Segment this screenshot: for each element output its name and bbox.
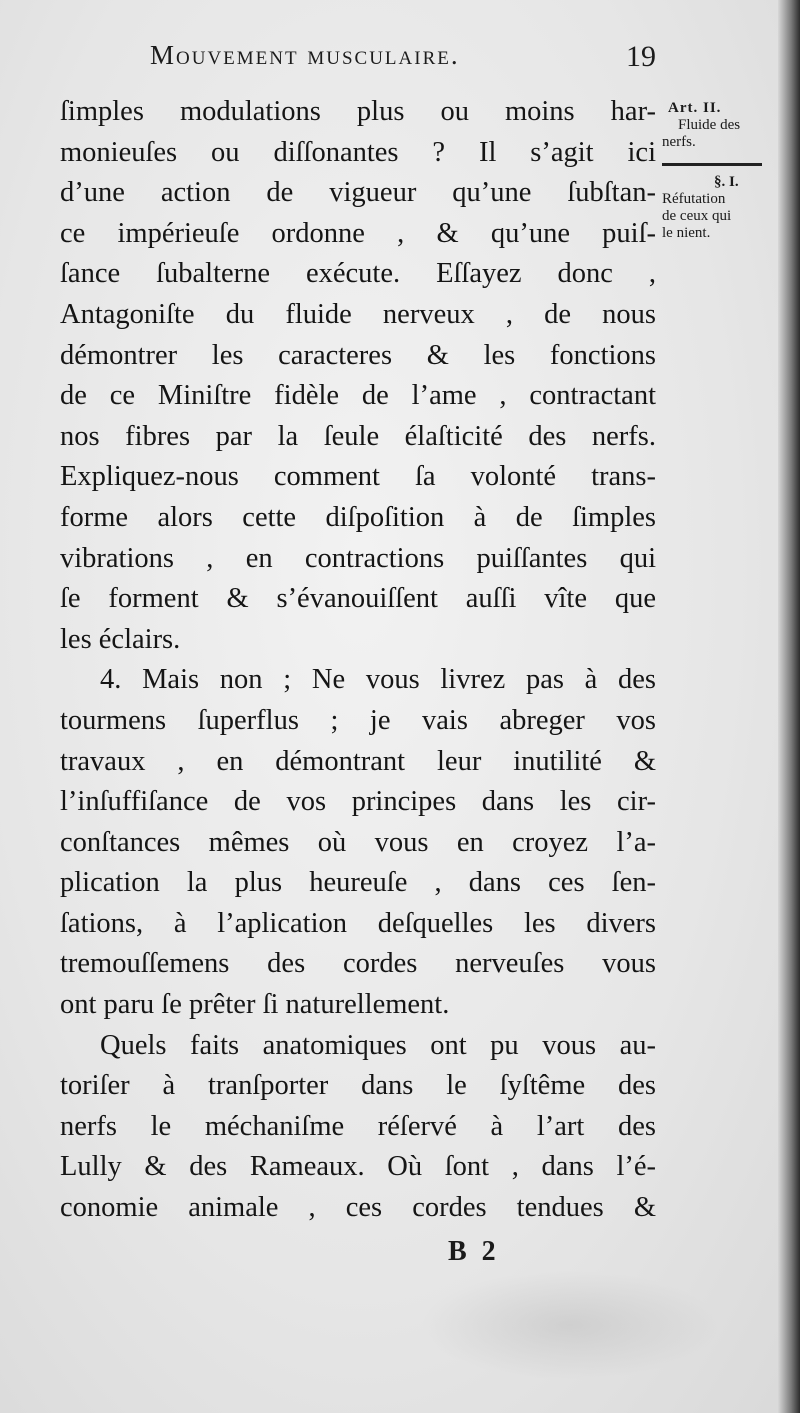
margin-note-line: nerfs. <box>662 134 696 150</box>
text-line: forme alors cette diſpoſition à de ſimples <box>60 501 656 533</box>
margin-section-label: §. I. <box>714 174 739 190</box>
text-line: ſimples modulations plus ou moins har- <box>60 96 656 127</box>
text-line: ſations, à l’aplication deſquelles les divers <box>60 907 656 939</box>
signature-mark: B 2 <box>448 1236 500 1267</box>
margin-article-label: Art. II. <box>668 100 722 116</box>
text-line: nerfs le méchaniſme réſervé à l’art des <box>60 1110 656 1142</box>
text-line: l’inſuffiſance de vos principes dans les cir- <box>60 786 656 818</box>
text-line: ont paru ſe prêter ſi naturellement. <box>60 989 450 1021</box>
margin-notes <box>662 100 790 242</box>
text-line: toriſer à tranſporter dans le ſyſtême des <box>60 1070 656 1102</box>
text-line: ce impérieuſe ordonne , & qu’une puiſ- <box>60 217 656 249</box>
text-line: travaux , en démontrant leur inutilité & <box>60 745 656 777</box>
text-line: tourmens ſuperflus ; je vais abreger vos <box>60 704 656 736</box>
text-line: Expliquez-nous comment ſa volonté trans- <box>60 461 656 493</box>
margin-note-line: de ceux qui <box>662 208 732 224</box>
text-line: conſtances mêmes où vous en croyez l’a- <box>60 826 656 858</box>
text-line: plication la plus heureuſe , dans ces ſen- <box>60 867 656 899</box>
text-line: tremouſſemens des cordes nerveuſes vous <box>60 948 656 980</box>
page-header <box>150 40 660 80</box>
text-line: Antagoniſte du fluide nerveux , de nous <box>60 298 656 330</box>
margin-note-line: le nient. <box>662 225 711 241</box>
text-line: nos fibres par la ſeule élaſticité des nerfs. <box>60 420 656 452</box>
main-text-block <box>60 92 656 1229</box>
text-line: de ce Miniſtre fidèle de l’ame , contractant <box>60 380 656 412</box>
text-line: Lully & des Rameaux. Où ſont , dans l’é- <box>60 1151 656 1183</box>
running-head: Mouvement musculaire. <box>150 40 460 70</box>
page-number: 19 <box>626 40 656 73</box>
margin-note-line: Réfutation <box>662 191 726 207</box>
text-line: démontrer les caracteres & les fonctions <box>60 339 656 371</box>
text-line: ſe forment & s’évanouiſſent auſſi vîte que <box>60 583 656 615</box>
margin-note-line: Fluide des <box>678 117 741 133</box>
margin-rule <box>662 163 762 166</box>
paragraph-start-line: 4. Mais non ; Ne vous livrez pas à des <box>100 664 656 696</box>
text-line: ſance ſubalterne exécute. Eſſayez donc , <box>60 258 656 290</box>
ink-bleed-through <box>420 1270 720 1380</box>
text-line: les éclairs. <box>60 623 181 655</box>
text-line: vibrations , en contractions puiſſantes qui <box>60 542 656 574</box>
text-line: conomie animale , ces cordes tendues & <box>60 1192 656 1224</box>
text-line: d’une action de vigueur qu’une ſubſtan- <box>60 177 656 209</box>
paragraph-start-line: Quels faits anatomiques ont pu vous au- <box>100 1029 656 1061</box>
text-line: monieuſes ou diſſonantes ? Il s’agit ici <box>60 136 656 168</box>
